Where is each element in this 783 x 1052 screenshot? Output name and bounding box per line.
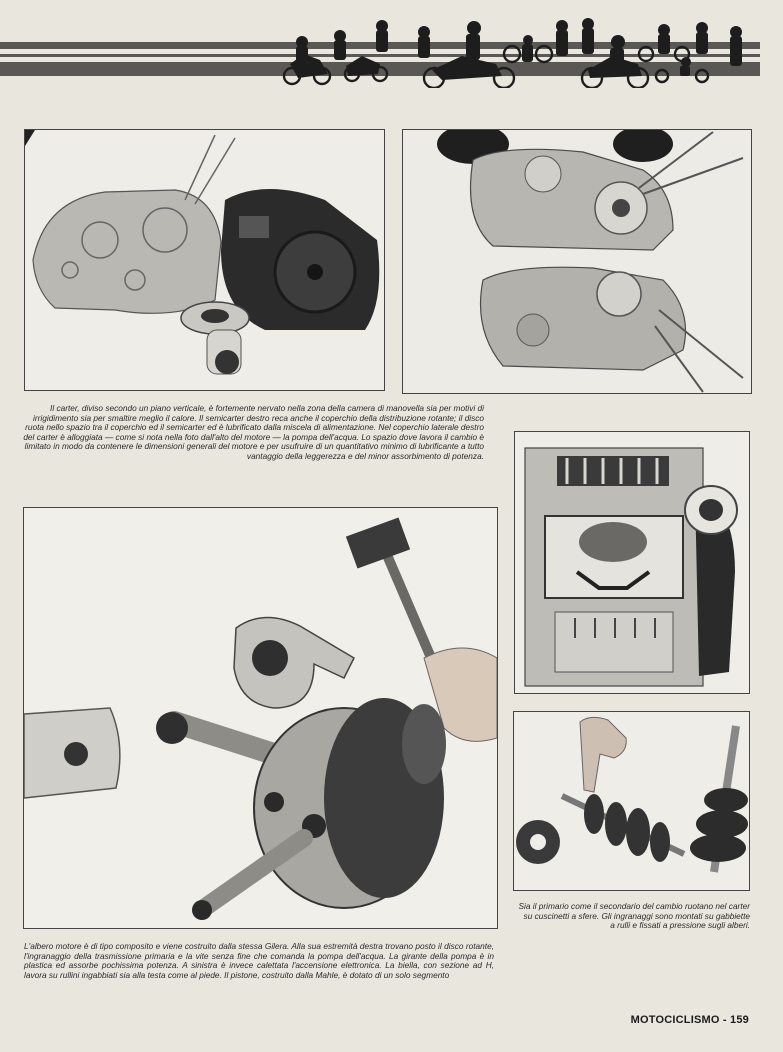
photo-gearbox-shafts (513, 711, 750, 891)
caption-carter: Il carter, diviso secondo un piano verticale, è fortemente nervato nella zona della camera di manovella sia per motivi di irrigidimento sia per smaltire meglio il calore. Il semicarter destro reca anche il coperchio della distribuzione rotante; il disco ruota nello spazio tra il coperchio ed il semicarter ed è lubrificato dalla miscela di alimentazione. Nel coperchio laterale destro del carter è alloggiata — come si nota nella foto dall'alto del motore — la pompa dell'acqua. Lo spazio dove lavora il cambio è limitato in modo da contenere le dimensioni generali del motore e per usufruire di un quantitativo minimo di lubrificante a tutto vantaggio della leggerezza e del minor assorbimento di potenza. (23, 403, 484, 461)
header-band (0, 40, 783, 86)
caption-cambio: Sia il primario come il secondario del cambio ruotano nel carter su cuscinetti a sfere. Gli ingranaggi sono montati su gabbiette a rulli e fissati a pressione sugli alberi. (518, 901, 750, 931)
motorcycle-riders-illustration (262, 18, 752, 88)
photo-engine-top (514, 431, 750, 694)
caption-albero: L'albero motore è di tipo composito e viene costruito dalla stessa Gilera. Alla sua estremità destra trovano posto il disco rotante, l'ingranaggio della trasmissione primaria e la vite senza fine che comanda la pompa dell'acqua. La girante della pompa è in plastica ed assorbe pochissima potenza. A sinistra è invece calettata l'accensione elettronica. La biella, con sezione ad H, lavora su rullini ingabbiati sia alla testa come al piede. Il pistone, costruito dalla Mahle, è dotato di un solo segmento (24, 941, 494, 980)
photo-crankcase-halves (402, 129, 752, 394)
photo-crankshaft (23, 507, 498, 929)
footer-separator: - (719, 1014, 731, 1026)
page-footer (631, 1014, 749, 1026)
photo-crankcase-open (24, 129, 385, 391)
page-number: 159 (730, 1014, 749, 1026)
magazine-name: MOTOCICLISMO (630, 1014, 720, 1026)
